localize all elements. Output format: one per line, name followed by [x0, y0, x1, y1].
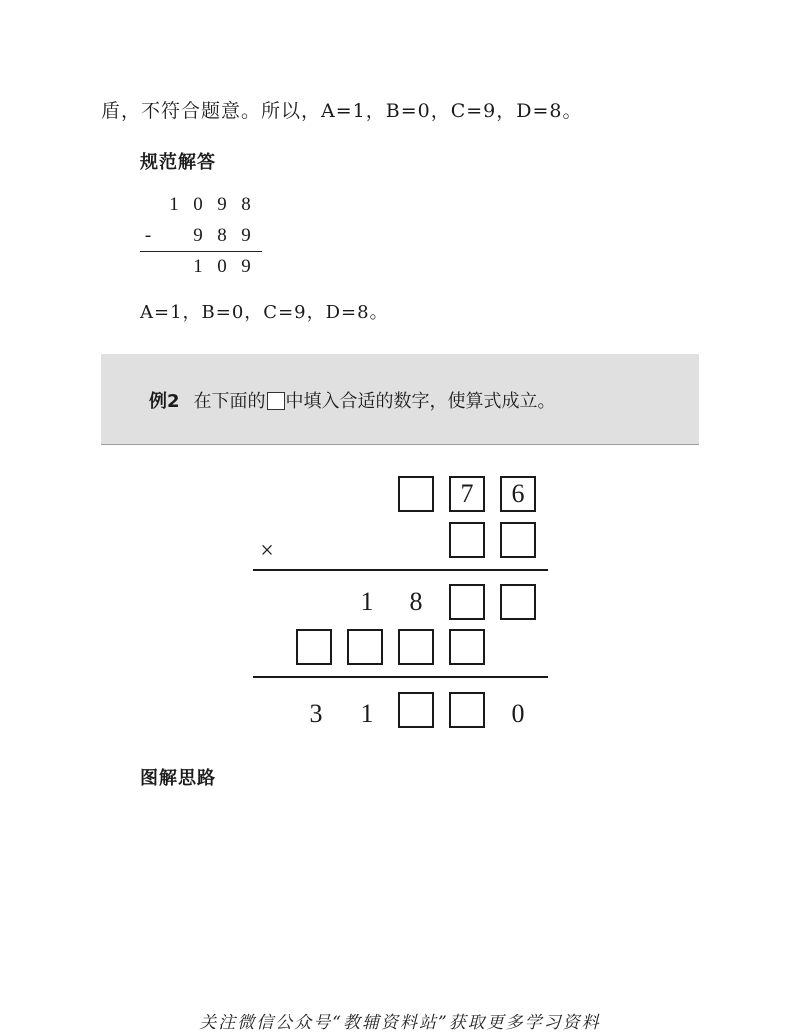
example-statement: [149, 387, 556, 413]
digit: 1: [360, 699, 374, 728]
blank-box[interactable]: [500, 584, 536, 620]
subtrahend-digit: 9: [241, 225, 251, 246]
multiply-sign: ×: [260, 538, 274, 564]
blank-box[interactable]: [398, 476, 434, 512]
subtrahend-digit: 8: [217, 225, 227, 246]
blank-box[interactable]: [449, 584, 485, 620]
blank-box[interactable]: [500, 522, 536, 558]
blank-box[interactable]: [398, 692, 434, 728]
subtrahend-digit: 9: [193, 225, 203, 246]
subtrahend-row: [140, 225, 262, 251]
minuend-digit: 1: [169, 194, 179, 215]
diagram-heading: 图解思路: [140, 768, 216, 789]
subtraction-rule: [140, 251, 262, 252]
paragraph-end: 盾，不符合题意。所以，A=1，B=0，C=9，D=8。: [101, 100, 583, 122]
blank-box[interactable]: [449, 522, 485, 558]
minuend-digit: 0: [193, 194, 203, 215]
difference-row: [140, 256, 262, 282]
blank-box[interactable]: [347, 629, 383, 665]
blank-box[interactable]: [296, 629, 332, 665]
difference-digit: 9: [241, 256, 251, 277]
digit: 8: [409, 587, 423, 616]
digit: 3: [309, 699, 323, 728]
blank-box[interactable]: [449, 629, 485, 665]
multiplication-puzzle: [253, 470, 553, 730]
minuend-digit: 8: [241, 194, 251, 215]
example-text-before: 在下面的: [193, 391, 266, 412]
example-text-after: 中填入合适的数字，使算式成立。: [285, 391, 556, 412]
answer-line: A=1，B=0，C=9，D=8。: [140, 302, 389, 323]
digit-box: 6: [500, 476, 536, 512]
digit-box: 7: [449, 476, 485, 512]
normative-solution-heading: 规范解答: [140, 152, 216, 173]
vertical-subtraction: [140, 190, 262, 282]
product-rule-top: [253, 569, 548, 571]
minuend-digit: 9: [217, 194, 227, 215]
example-banner: [101, 354, 699, 445]
minuend-row: [140, 194, 262, 220]
blank-box[interactable]: [398, 629, 434, 665]
blank-box[interactable]: [449, 692, 485, 728]
difference-digit: 0: [217, 256, 227, 277]
footer-watermark: 关注微信公众号“教辅资料站”获取更多学习资料: [199, 1013, 601, 1033]
minus-sign: -: [144, 225, 152, 246]
example-label: 例2: [149, 391, 180, 412]
digit: 0: [511, 699, 525, 728]
blank-box-icon: [267, 392, 285, 410]
product-rule-bottom: [253, 676, 548, 678]
difference-digit: 1: [193, 256, 203, 277]
digit: 1: [360, 587, 374, 616]
